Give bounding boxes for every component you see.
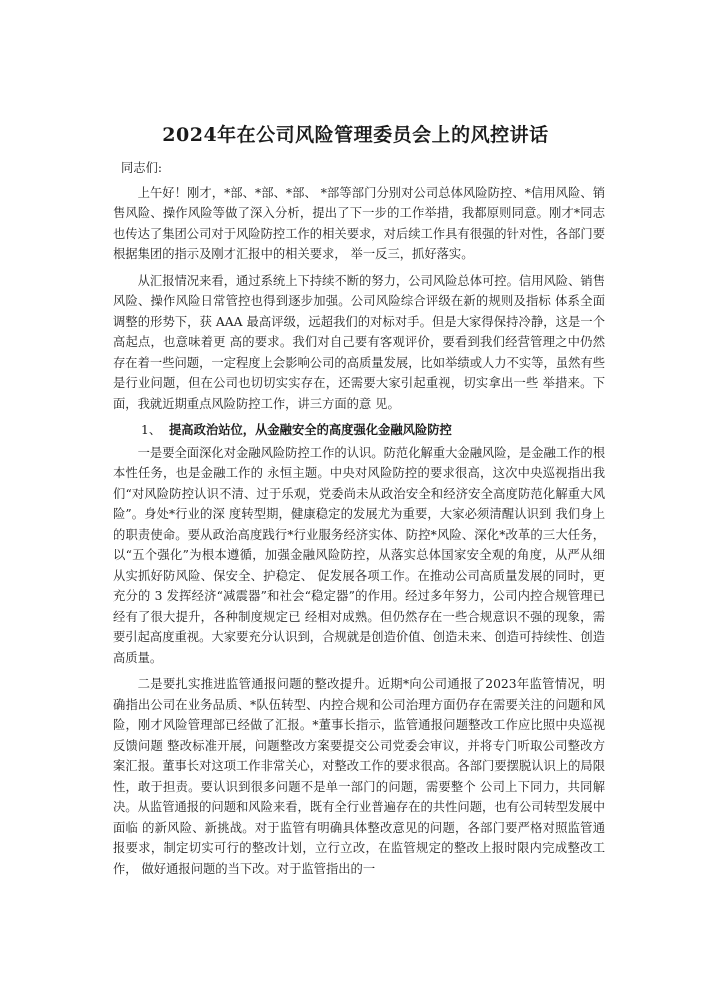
greeting: 同志们: (121, 161, 163, 175)
section-number: 1、 (141, 423, 162, 437)
paragraph-intro-1: 上午好！刚才，*部、*部、*部、 *部等部门分别对公司总体风险防控、*信用风险、销售风险、操作风险等做了深入分析，提出了下一步的工作举措，我都原则同意。刚才*同志也传达了集团公司对于风险防控工作的相关要求，对后续工作具有很强的针对性，各部门要根据集团的指示及刚才汇报中的相关要求， 举一反三，抓好落实。 (113, 185, 605, 261)
section-heading-text: 提高政治站位，从金融安全的高度强化金融风险防控 (169, 422, 452, 437)
document-body (113, 158, 605, 879)
section-heading-1 (113, 420, 605, 441)
paragraph-section1-2: 二是要扎实推进监管通报问题的整改提升。近期*向公司通报了2023年监管情况，明确指出公司在业务品质、*队伍转型、内控合规和公司治理方面仍存在需要关注的问题和风险，刚才风险管理部已经做了汇报。*董事长指示，监管通报问题整改工作应比照中央巡视反馈问题 整改标准开展，问题整改方案要提交公司党委会审议，并将专门听取公司整改方案汇报。董事长对这项工作非常关心，对整改工作的要求很高。各部门要摆脱认识上的局限性，敢于担责。要认识到很多问题不是单一部门的问题，需要整个 公司上下同力，共同解决。从监管通报的问题和风险来看，既有全行业普遍存在的共性问题，也有公司转型发展中面临 的新风险、新挑战。对于监管有明确具体整改意见的问题，各部门要严格对照监管通报要求，制定切实可行的整改计划，立行立改，在监管规定的整改上报时限内完成整改工作， 做好通报问题的当下改。对于监管指出的一 (113, 677, 605, 876)
document-title: 2024年在公司风险管理委员会上的风控讲话 (162, 124, 549, 146)
paragraph-section1-1: 一是要全面深化对金融风险防控工作的认识。防范化解重大金融风险，是金融工作的根本性任务，也是金融工作的 永恒主题。中央对风险防控的要求很高，这次中央巡视指出我们“对风险防控认识不清、过于乐观，党委尚未从政治安全和经济安全高度防范化解重大风险”。身处*行业的深 度转型期，健康稳定的发展尤为重要，大家必须清醒认识到 我们身上的职责使命。要从政治高度践行*行业服务经济实体、防控*风险、深化*改革的三大任务，以“五个强化”为根本遵循，加强金融风险防控，从落实总体国家安全观的角度，从严从细从实抓好防风险、保安全、护稳定、 促发展各项工作。在推动公司高质量发展的同时，更充分的 3 发挥经济“减震器”和社会“稳定器”的作用。经过多年努力，公司内控合规管理已经有了很大提升，各种制度规定已 经相对成熟。但仍然存在一些合规意识不强的现象，需要引起高度重视。大家要充分认识到，合规就是创造价值、创造未来、创造可持续性、创造高质量。 (113, 445, 605, 665)
paragraph-intro-2: 从汇报情况来看，通过系统上下持续不断的努力，公司风险总体可控。信用风险、销售风险、操作风险日常管控也得到逐步加强。公司风险综合评级在新的规则及指标 体系全面调整的形势下，获 AAA 最高评级，远超我们的对标对手。但是大家得保持冷静，这是一个高起点，也意味着更 高的要求。我们对自己要有客观评价，要看到我们经营管理之中仍然存在着一些问题，一定程度上会影响公司的高质量发展，比如举绩或人力不实等，虽然有些是行业问题，但在公司也切切实实存在，还需要大家引起重视，切实拿出一些 举措来。下面，我就近期重点风险防控工作，讲三方面的意 见。 (113, 273, 605, 411)
